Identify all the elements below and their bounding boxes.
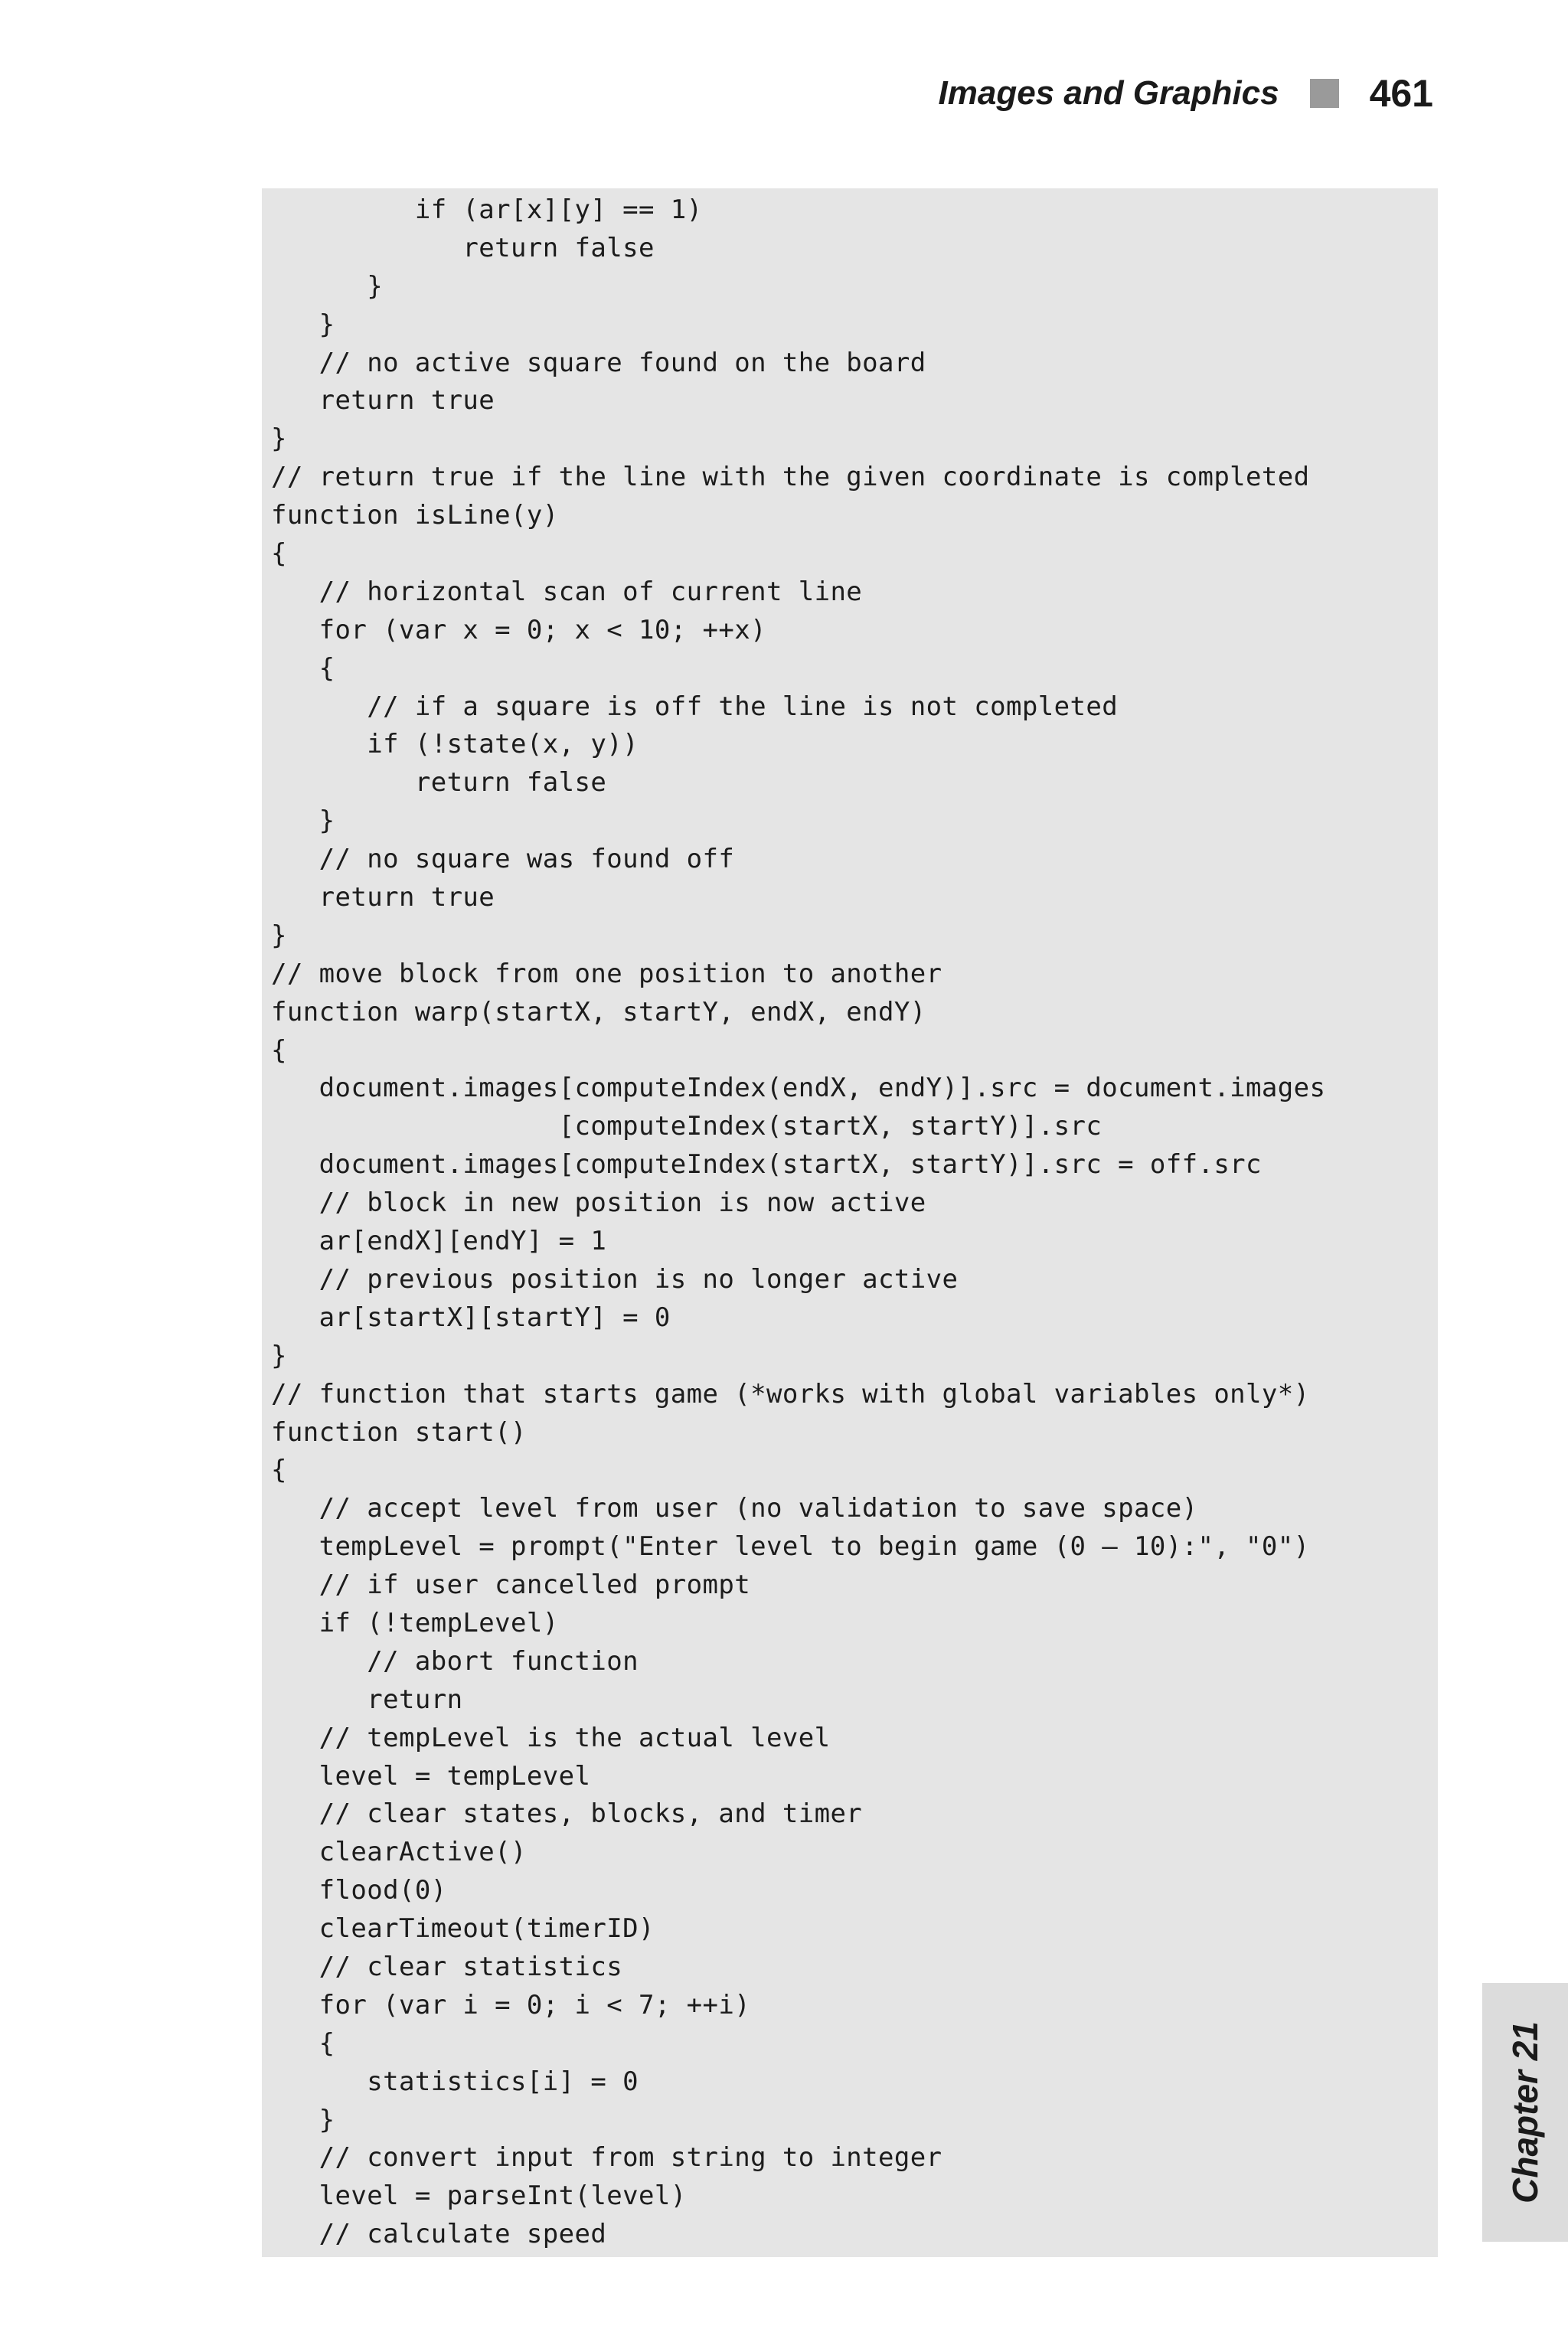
code-line: // clear states, blocks, and timer — [271, 1798, 863, 1830]
code-line: tempLevel = prompt("Enter level to begin game (0 – 10):", "0") — [271, 1531, 1310, 1563]
code-line: // previous position is no longer active — [271, 1263, 959, 1295]
code-line: ar[endX][endY] = 1 — [271, 1226, 607, 1257]
code-line: } — [271, 309, 335, 340]
code-line: // clear statistics — [271, 1951, 623, 1982]
code-listing — [262, 188, 1438, 2257]
code-line: return false — [271, 232, 655, 263]
code-line: { — [271, 1034, 287, 1066]
code-line: document.images[computeIndex(endX, endY)].src = document.images — [271, 1073, 1326, 1104]
code-line: } — [271, 423, 287, 455]
code-line: return false — [271, 767, 607, 799]
code-line: return — [271, 1684, 463, 1715]
code-line: if (!tempLevel) — [271, 1607, 559, 1638]
code-line: return true — [271, 882, 495, 913]
running-header — [939, 63, 1434, 124]
code-line: function start() — [271, 1416, 527, 1448]
code-line: level = parseInt(level) — [271, 2180, 687, 2212]
code-line: ar[startX][startY] = 0 — [271, 1302, 671, 1333]
code-line: // return true if the line with the given coordinate is completed — [271, 462, 1310, 493]
code-line: statistics[i] = 0 — [271, 2066, 639, 2097]
code-line: function warp(startX, startY, endX, endY) — [271, 996, 926, 1027]
code-line: clearActive() — [271, 1837, 527, 1868]
chapter-tab — [1482, 1983, 1568, 2242]
page-number: 461 — [1369, 72, 1433, 115]
code-line: { — [271, 652, 335, 684]
code-line: for (var i = 0; i < 7; ++i) — [271, 1989, 751, 2020]
code-line: // block in new position is now active — [271, 1187, 926, 1219]
code-line: { — [271, 538, 287, 570]
code-line: document.images[computeIndex(startX, startY)].src = off.src — [271, 1149, 1262, 1181]
code-line: } — [271, 805, 335, 837]
code-line: level = tempLevel — [271, 1760, 591, 1792]
code-line: // horizontal scan of current line — [271, 576, 863, 607]
code-line: { — [271, 2027, 335, 2059]
code-line: } — [271, 2104, 335, 2135]
code-line: // no active square found on the board — [271, 347, 926, 378]
code-line: } — [271, 920, 287, 951]
code-line: if (ar[x][y] == 1) — [271, 194, 703, 225]
code-line: // if user cancelled prompt — [271, 1570, 751, 1601]
code-line: } — [271, 1340, 287, 1371]
code-line: if (!state(x, y)) — [271, 729, 639, 760]
code-line: // accept level from user (no validation to save space) — [271, 1493, 1198, 1524]
code-line: // abort function — [271, 1645, 639, 1677]
code-line: clearTimeout(timerID) — [271, 1913, 655, 1945]
code-lines — [271, 191, 1325, 2254]
code-line: // calculate speed — [271, 2219, 607, 2250]
header-separator-square — [1310, 79, 1339, 108]
code-line: // move block from one position to another — [271, 958, 942, 989]
code-line: { — [271, 1455, 287, 1486]
code-line: return true — [271, 385, 495, 416]
code-line: // function that starts game (*works with global variables only*) — [271, 1378, 1310, 1410]
code-line: // convert input from string to integer — [271, 2142, 942, 2174]
code-line: function isLine(y) — [271, 500, 559, 531]
code-line: flood(0) — [271, 1875, 447, 1906]
code-line: // tempLevel is the actual level — [271, 1722, 831, 1753]
code-line: for (var x = 0; x < 10; ++x) — [271, 614, 766, 645]
running-header-title: Images and Graphics — [938, 74, 1279, 112]
code-line: } — [271, 270, 384, 302]
chapter-tab-label: Chapter 21 — [1505, 2021, 1545, 2203]
code-line: [computeIndex(startX, startY)].src — [271, 1111, 1102, 1142]
code-line: // no square was found off — [271, 844, 735, 875]
code-line: // if a square is off the line is not completed — [271, 691, 1119, 722]
